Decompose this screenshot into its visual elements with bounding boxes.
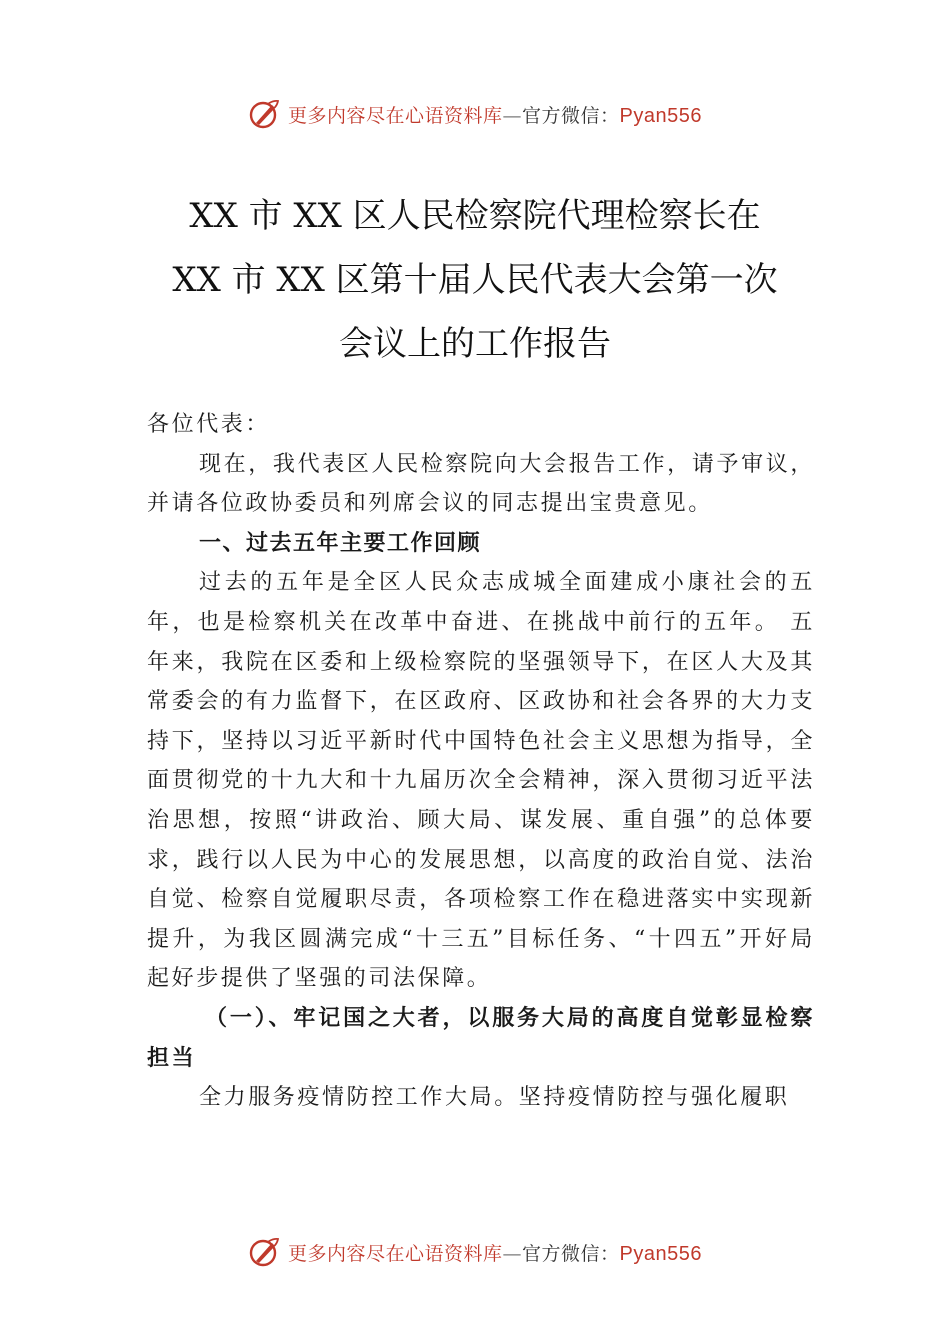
title-line-1: XX 市 XX 区人民检察院代理检察长在 <box>189 196 761 236</box>
intro-paragraph: 现在，我代表区人民检察院向大会报告工作，请予审议，并请各位政协委员和列席会议的同志提出宝贵意见。 <box>147 451 815 517</box>
header-banner <box>0 94 950 134</box>
banner-wechat-label: 官方微信： <box>522 1242 620 1265</box>
section-paragraph: 过去的五年是全区人民众志成城全面建成小康社会的五年，也是检察机关在改革中奋进、在挑战中前行的五年。 五年来，我院在区委和上级检察院的坚强领导下，在区人大及其常委会的有力监督下，在区政府、区政协和社会各界的大力支持下，坚持以习近平新时代中国特色社会主义思想为指导，全面贯彻党的十九大和十九届历次全会精神，深入贯彻习近平法治思想，按照“讲政治、顾大局、谋发展、重自强”的总体要求，践行以人民为中心的发展思想，以高度的政治自觉、法治自觉、检察自觉履职尽责，各项检察工作在稳进落实中实现新提升，为我区圆满完成“十三五”目标任务、“十四五”开好局起好步提供了坚强的司法保障。 <box>147 570 815 992</box>
banner-text <box>288 101 702 128</box>
banner-brand: 更多内容尽在心语资料库 <box>288 1242 503 1265</box>
banner-text <box>288 1239 702 1266</box>
subsection-heading: （一）、牢记国之大者，以服务大局的高度自觉彰显检察担当 <box>147 1004 815 1071</box>
banner-wechat-id: Pyan556 <box>619 104 702 127</box>
banner-wechat-id: Pyan556 <box>619 1242 702 1265</box>
banner-dash: — <box>502 1242 523 1265</box>
footer-banner <box>0 1232 950 1272</box>
title-line-3: 会议上的工作报告 <box>339 324 611 364</box>
quill-logo-icon <box>248 1236 280 1268</box>
section-heading: 一、过去五年主要工作回顾 <box>199 530 482 556</box>
document-title <box>0 184 950 376</box>
banner-wechat-label: 官方微信： <box>522 104 620 127</box>
subsection-paragraph: 全力服务疫情防控工作大局。坚持疫情防控与强化履职 <box>199 1085 790 1111</box>
salutation: 各位代表： <box>147 412 271 437</box>
quill-logo-icon <box>248 98 280 130</box>
title-line-2: XX 市 XX 区第十届人民代表大会第一次 <box>172 260 778 300</box>
banner-dash: — <box>502 104 523 127</box>
banner-brand: 更多内容尽在心语资料库 <box>288 104 503 127</box>
document-body <box>147 405 815 1118</box>
